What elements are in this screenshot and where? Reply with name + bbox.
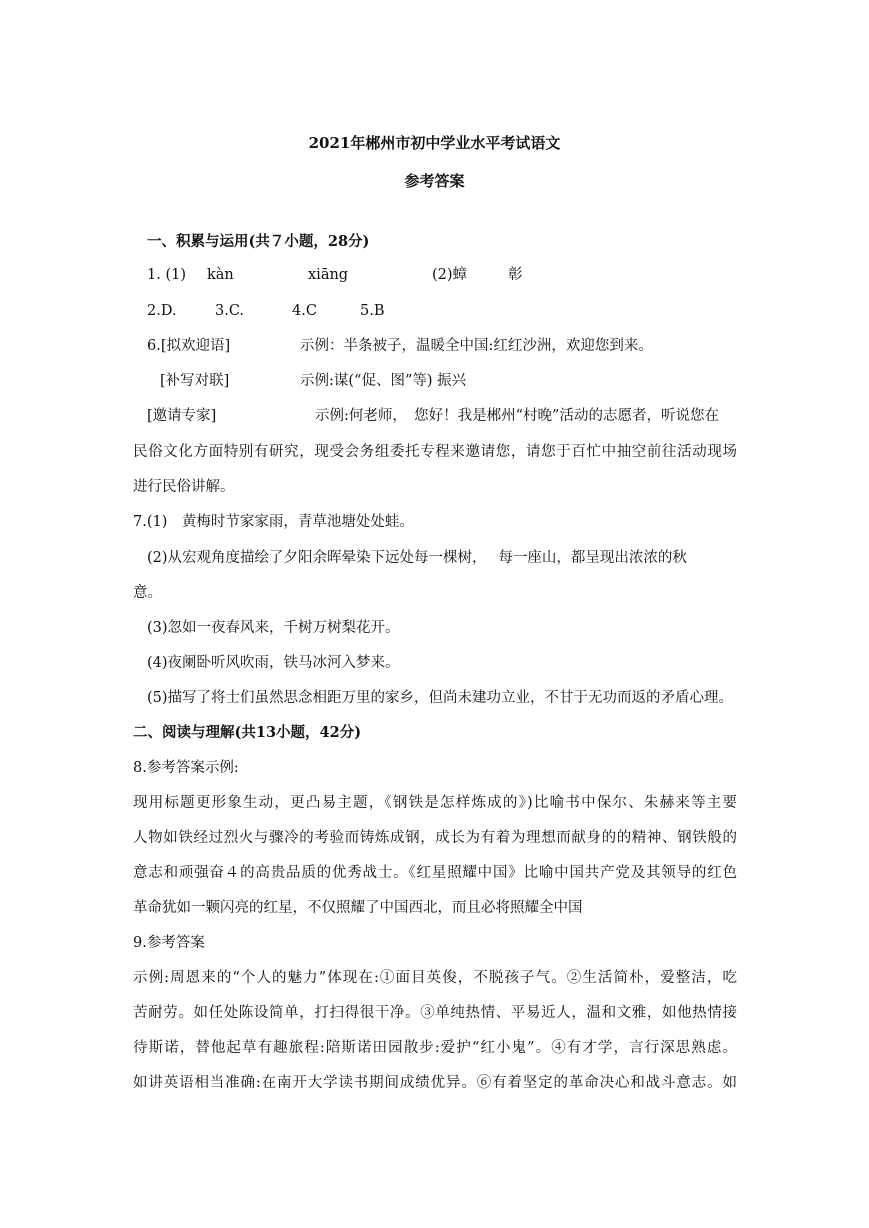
q7-line-4: (4)夜阑卧听风吹雨，铁马冰河入梦来。 [147, 655, 400, 671]
q6-label-invite: [邀请专家] [147, 408, 217, 424]
q6-text-welcome: 示例：半条被子，温暖全中国:红红沙洲，欢迎您到来。 [300, 338, 653, 354]
q6-text-invite-1: 示例:何老师， 您好！我是郴州“村晚”活动的志愿者，听说您在 [315, 408, 719, 424]
q7-line-2b: 意。 [133, 585, 162, 601]
q9-line-1: 示例:周恩来的“个人的魅力”体现在:①面目英俊，不脱孩子气。②生活简朴，爱整洁，吃 [133, 970, 737, 986]
q8-label: 8.参考答案示例: [133, 760, 239, 776]
q7-line-3: (3)忽如一夜春风来，千树万树梨花开。 [147, 620, 400, 636]
q1-number: 1. (1) [147, 267, 186, 283]
q2-answer: 2.D. [147, 303, 177, 319]
q8-line-2: 人物如铁经过烈火与骤冷的考验而铸炼成钢，成长为有着为理想而献身的的精神、钢铁般的 [133, 830, 737, 846]
q8-line-1: 现用标题更形象生动，更凸易主题，《钢铁是怎样炼成的》)比喻书中保尔、朱赫来等主要 [133, 795, 737, 811]
q7-line-2: (2)从宏观角度描绘了夕阳余晖晕染下远处每一棵树， 每一座山，都呈现出浓浓的秋 [147, 550, 687, 566]
q6-label-welcome: 6.[拟欢迎语] [147, 338, 231, 354]
q9-line-3: 待斯诺，替他起草有趣旅程:陪斯诺田园散步:爱护“红小鬼”。④有才学，言行深思熟虑。 [133, 1040, 737, 1056]
q8-line-3: 意志和顽强奋４的高贵品质的优秀战士。《红星照耀中国》比喻中国共产党及其领导的红色 [133, 865, 737, 881]
section-heading-1: 一、积累与运用(共７小题，28分) [147, 233, 370, 250]
q1-answer-c: (2)蟑 [432, 267, 468, 283]
q9-label: 9.参考答案 [133, 935, 205, 951]
q1-answer-a: kàn [207, 267, 234, 283]
q6-text-invite-3: 进行民俗讲解。 [133, 479, 235, 495]
document-title: 2021年郴州市初中学业水平考试语文 [308, 134, 561, 152]
q3-answer: 3.C. [215, 303, 245, 319]
document-subtitle: 参考答案 [404, 172, 465, 190]
q1-answer-b: xiāng [308, 267, 349, 283]
q6-text-couplet: 示例:谋(“促、图”等) 振兴 [300, 373, 467, 389]
section-heading-2: 二、阅读与理解(共13小题，42分) [133, 724, 362, 741]
q5-answer: 5.B [360, 303, 385, 319]
q4-answer: 4.C [292, 303, 317, 319]
q6-text-invite-2: 民俗文化方面特别有研究，现受会务组委托专程来邀请您，请您于百忙中抽空前往活动现场 [133, 444, 737, 460]
q6-label-couplet: [补写对联] [160, 373, 230, 389]
q7-line-1: 7.(1) 黄梅时节家家雨，青草池塘处处蛙。 [133, 514, 414, 530]
q8-line-4: 革命犹如一颗闪亮的红星，不仅照耀了中国西北，而且必将照耀全中国 [133, 900, 583, 916]
q9-line-4: 如讲英语相当准确:在南开大学读书期间成绩优异。⑥有着坚定的革命决心和战斗意志。如 [133, 1075, 737, 1091]
q7-line-5: (5)描写了将士们虽然思念相距万里的家乡，但尚未建功立业，不甘于无功而返的矛盾心理。 [147, 690, 734, 706]
q9-line-2: 苦耐劳。如任处陈设简单，打扫得很干净。③单纯热情、平易近人，温和文雅，如他热情接 [133, 1005, 737, 1021]
q1-answer-d: 彰 [508, 267, 523, 283]
